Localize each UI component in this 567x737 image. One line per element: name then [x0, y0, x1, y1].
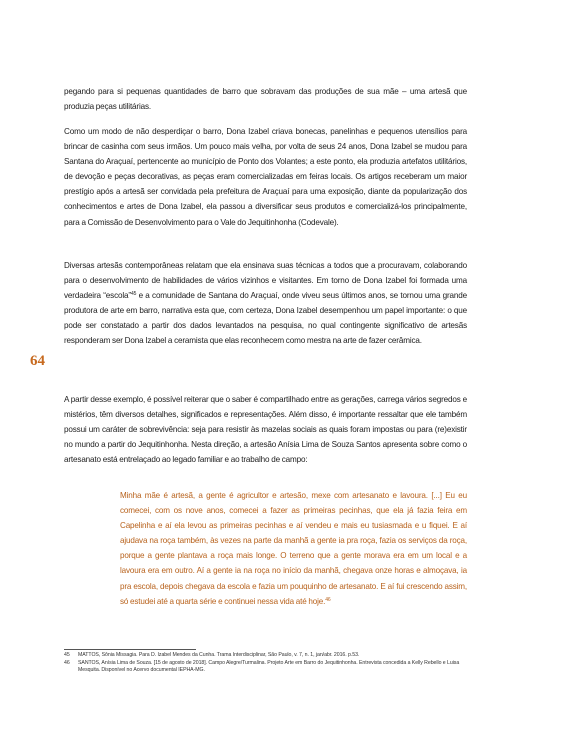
- footnotes: [64, 652, 467, 675]
- footnote-marker-46[interactable]: 46: [325, 596, 331, 603]
- footnote-number: 45: [64, 652, 70, 658]
- footnote-text: MATTOS, Sônia Missagia. Para D. Izabel Mendes da Cunha. Trama Interdisciplinar, São Paulo, v. 7, n. 1, jan/abr. 2016. p.53.: [78, 652, 360, 658]
- paragraph-text-before-footnote: Diversas artesãs contemporâneas relatam que ela ensinava suas técnicas a todos que a procuravam, colaborando para o desenvolvimento de habilidades de vários vizinhos e visitantes. Em torno de Dona Izabel foi formada uma verdadeira “escola”: [64, 261, 467, 301]
- footnote-text: SANTOS, Anísia Lima de Souza. [15 de agosto de 2018]. Campo Alegre/Turmalina. Projeto Arte em Barro do Jequitinhonha. Entrevista concedida a Kelly Rebello e Luisa Mesquita. Disponível no Acervo documental IEPHA-MG.: [78, 659, 460, 674]
- paragraph-1: [64, 84, 467, 114]
- footnote-number: 46: [64, 659, 70, 666]
- paragraph-text: [64, 258, 467, 349]
- paragraph-text: pegando para si pequenas quantidades de barro que sobravam das produções de sua mãe – uma artesã que produzia peças utilitárias.: [64, 87, 467, 112]
- paragraph-2: [64, 124, 467, 230]
- paragraph-text: Como um modo de não desperdiçar o barro, Dona Izabel criava bonecas, panelinhas e pequenos utensílios para brincar de casinha com seus irmãos. Um pouco mais velha, por volta de seus 24 anos, Dona Izabel se mudou para Santana do Araçuaí, pertencente ao município de Ponto dos Volantes; a este ponto, ela produzia artefatos utilitários, de devoção e peças decorativas, as peças eram comercializadas em feiras locais. Os artigos receberam um maior prestígio após a artesã ser convidada pela prefeitura de Araçuaí para uma exposição, diante da popularização dos conhecimentos e artes de Dona Izabel, ela passou a diversificar seus produtos e comercializá-los principalmente, para a Comissão de Desenvolvimento para o Vale do Jequitinhonha (Codevale).: [64, 127, 467, 227]
- footnote-marker-45[interactable]: 45: [130, 291, 137, 298]
- page-number: 64: [30, 353, 45, 369]
- footnote-45: [64, 652, 467, 660]
- footnote-46: [64, 660, 467, 675]
- paragraph-4: [64, 392, 467, 467]
- paragraph-text-after-footnote: e a comunidade de Santana do Araçuaí, onde viveu seus últimos anos, se tornou uma grande produtora de arte em barro, narrativa esta que, com certeza, Dona Izabel desempenhou um papel importante: o que pode ser constatado a partir dos dados levantados na pesquisa, no qual contingente significativo de artesãs responderam ser Dona Izabel a ceramista que elas reconhecem como mestra na arte de fazer cerâmica.: [64, 291, 467, 346]
- paragraph-text: A partir desse exemplo, é possível reiterar que o saber é compartilhado entre as gerações, carrega vários segredos e mistérios, têm diversos detalhes, significados e representações. Além disso, é importante ressaltar que ele também possui um caráter de sobrevivência: seja para resistir às mazelas sociais as quais foram impostas ou para (re)existir no mundo a partir do Jequitinhonha. Nesta direção, a artesão Anísia Lima de Souza Santos apresenta sobre como o artesanato está entrelaçado ao legado familiar e ao trabalho de campo:: [64, 395, 467, 465]
- footnote-divider: [64, 649, 196, 650]
- block-quote: [120, 488, 467, 609]
- quote-text: Minha mãe é artesã, a gente é agricultor e artesão, mexe com artesanato e lavoura. [...] Eu eu comecei, com os nove anos, comecei a fazer as primeiras pecinhas, que ela já fazia feira em Capelinha e aí ela levou as primeiras pecinhas e aí vendeu e mais eu tusiasmada e u fiquei. E aí ajudava na roça também, às vezes na parte da manhã a gente ia pra roça, fazia os serviços da roça, porque a gente plantava a roça mais longe. O terreno que a gente morava era em um local e a lavoura era em outro. Aí a gente ia na roça no início da manhã, chegava onze horas e almoçava, ia pra escola, depois chegava da escola e fazia um pouquinho de artesanato. E aí fui crescendo assim, só estudei até a quarta série e continuei nessa vida até hoje.: [120, 491, 467, 606]
- paragraph-3: [64, 258, 467, 349]
